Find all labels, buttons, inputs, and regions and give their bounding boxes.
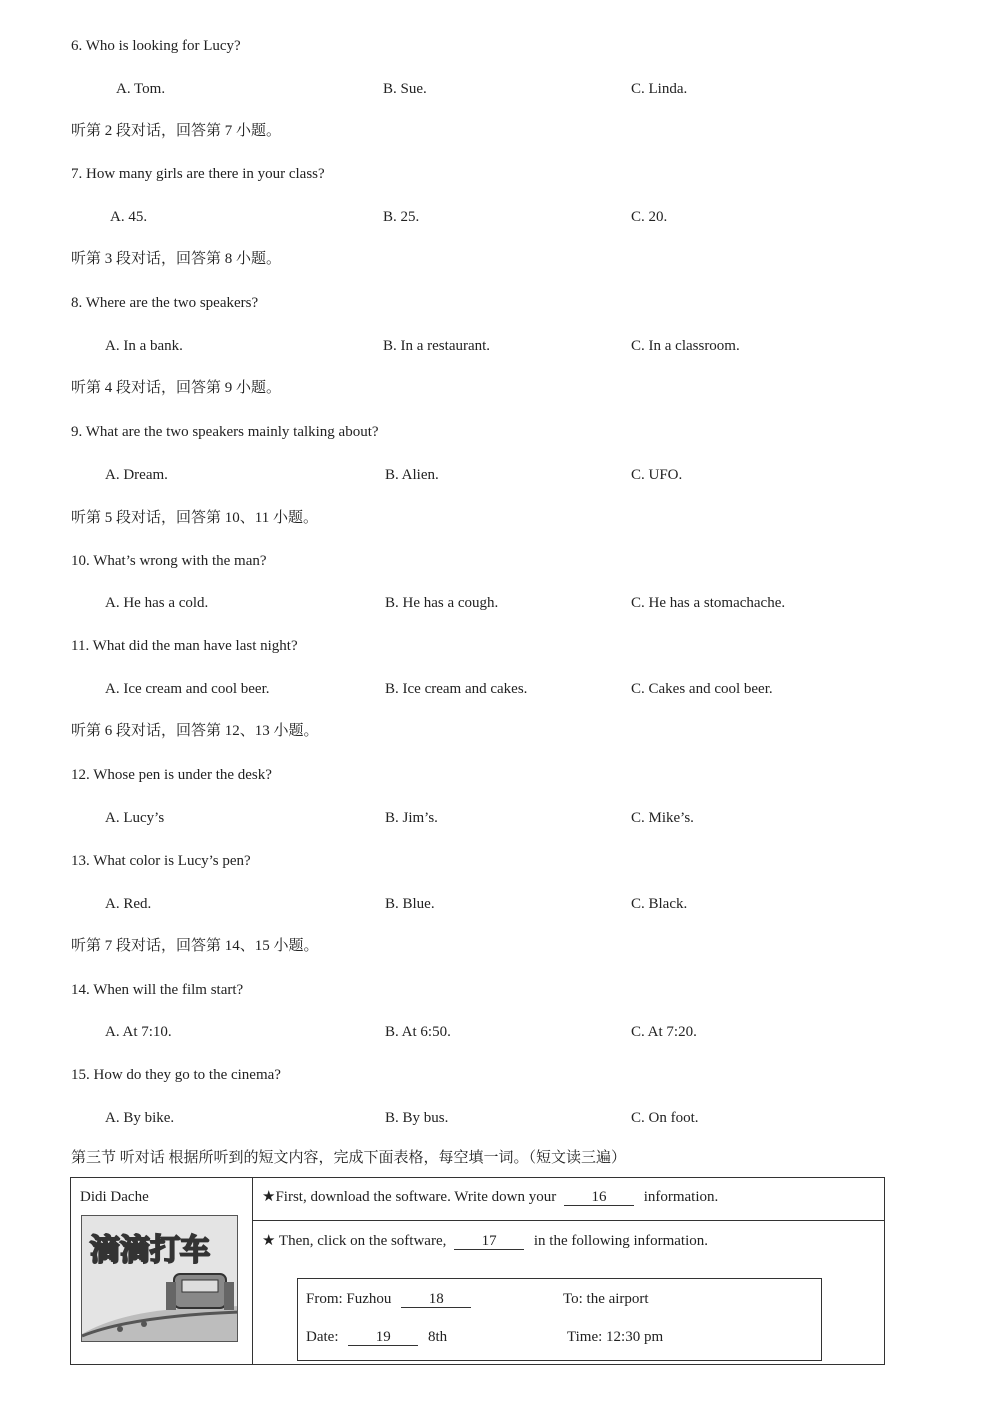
option-c[interactable]: C. Cakes and cool beer. bbox=[631, 681, 773, 697]
option-b[interactable]: B. Jim’s. bbox=[385, 810, 438, 826]
didi-logo-image bbox=[81, 1215, 238, 1342]
option-c[interactable]: C. Mike’s. bbox=[631, 810, 694, 826]
question-stem: 11. What did the man have last night? bbox=[71, 638, 298, 654]
section-instruction: 听第 7 段对话，回答第 14、15 小题。 bbox=[71, 938, 319, 954]
question-stem: 14. When will the film start? bbox=[71, 982, 244, 998]
option-b[interactable]: B. Sue. bbox=[383, 81, 427, 97]
step-one-text bbox=[262, 1187, 718, 1207]
option-a[interactable]: A. Ice cream and cool beer. bbox=[105, 681, 270, 697]
step-two-text bbox=[262, 1231, 708, 1251]
trip-details-box bbox=[297, 1278, 822, 1361]
question-stem: 9. What are the two speakers mainly talking about? bbox=[71, 424, 379, 440]
question-stem: 10. What’s wrong with the man? bbox=[71, 553, 267, 569]
option-a[interactable]: A. Lucy’s bbox=[105, 810, 165, 826]
to-field: To: the airport bbox=[563, 1291, 649, 1307]
question-stem: 13. What color is Lucy’s pen? bbox=[71, 853, 251, 869]
option-a[interactable]: A. At 7:10. bbox=[105, 1024, 172, 1040]
option-c[interactable]: C. He has a stomachache. bbox=[631, 595, 786, 611]
option-b[interactable]: B. He has a cough. bbox=[385, 595, 499, 611]
table-divider-horizontal bbox=[252, 1220, 884, 1221]
question-stem: 7. How many girls are there in your class? bbox=[71, 166, 325, 182]
didi-info-table bbox=[70, 1177, 885, 1365]
option-b[interactable]: B. By bus. bbox=[385, 1110, 449, 1126]
from-field bbox=[306, 1289, 471, 1309]
section-instruction: 第三节 听对话 根据所听到的短文内容，完成下面表格，每空填一词。（短文读三遍） bbox=[71, 1150, 627, 1166]
option-c[interactable]: C. UFO. bbox=[631, 467, 683, 483]
blank-16[interactable]: 16 bbox=[564, 1189, 634, 1206]
app-name: Didi Dache bbox=[80, 1189, 149, 1205]
section-instruction: 听第 3 段对话，回答第 8 小题。 bbox=[71, 251, 282, 267]
logo-lettering: 滴滴打车 bbox=[90, 1233, 210, 1268]
time-field: Time: 12:30 pm bbox=[567, 1329, 664, 1345]
option-a[interactable]: A. 45. bbox=[110, 209, 148, 225]
option-b[interactable]: B. Ice cream and cakes. bbox=[385, 681, 528, 697]
blank-17[interactable]: 17 bbox=[454, 1233, 524, 1250]
option-b[interactable]: B. Blue. bbox=[385, 896, 435, 912]
step-one-suffix: information. bbox=[643, 1189, 719, 1205]
option-c[interactable]: C. Linda. bbox=[631, 81, 688, 97]
section-instruction: 听第 5 段对话，回答第 10、11 小题。 bbox=[71, 510, 318, 526]
option-c[interactable]: C. Black. bbox=[631, 896, 688, 912]
question-stem: 15. How do they go to the cinema? bbox=[71, 1067, 281, 1083]
date-suffix: 8th bbox=[427, 1329, 448, 1345]
option-c[interactable]: C. 20. bbox=[631, 209, 668, 225]
from-label: From: Fuzhou bbox=[306, 1291, 392, 1307]
step-two-prefix: ★ Then, click on the software, bbox=[262, 1233, 447, 1249]
table-divider-vertical bbox=[252, 1178, 253, 1364]
option-c[interactable]: C. On foot. bbox=[631, 1110, 699, 1126]
section-instruction: 听第 4 段对话，回答第 9 小题。 bbox=[71, 380, 282, 396]
blank-19[interactable]: 19 bbox=[348, 1329, 418, 1346]
option-c[interactable]: C. At 7:20. bbox=[631, 1024, 697, 1040]
option-b[interactable]: B. Alien. bbox=[385, 467, 439, 483]
option-b[interactable]: B. At 6:50. bbox=[385, 1024, 451, 1040]
date-field bbox=[306, 1327, 447, 1347]
step-one-prefix: ★First, download the software. Write down your bbox=[262, 1189, 557, 1205]
option-a[interactable]: A. Dream. bbox=[105, 467, 168, 483]
date-label: Date: bbox=[306, 1329, 339, 1345]
section-instruction: 听第 6 段对话，回答第 12、13 小题。 bbox=[71, 723, 319, 739]
section-instruction: 听第 2 段对话，回答第 7 小题。 bbox=[71, 123, 282, 139]
option-b[interactable]: B. In a restaurant. bbox=[383, 338, 491, 354]
question-stem: 8. Where are the two speakers? bbox=[71, 295, 259, 311]
option-a[interactable]: A. Red. bbox=[105, 896, 152, 912]
option-a[interactable]: A. Tom. bbox=[116, 81, 166, 97]
option-a[interactable]: A. In a bank. bbox=[105, 338, 183, 354]
option-a[interactable]: A. He has a cold. bbox=[105, 595, 209, 611]
step-two-suffix: in the following information. bbox=[533, 1233, 709, 1249]
option-c[interactable]: C. In a classroom. bbox=[631, 338, 740, 354]
taxi-icon bbox=[82, 1216, 238, 1342]
blank-18[interactable]: 18 bbox=[401, 1291, 471, 1308]
question-stem: 6. Who is looking for Lucy? bbox=[71, 38, 241, 54]
option-b[interactable]: B. 25. bbox=[383, 209, 420, 225]
option-a[interactable]: A. By bike. bbox=[105, 1110, 175, 1126]
question-stem: 12. Whose pen is under the desk? bbox=[71, 767, 272, 783]
